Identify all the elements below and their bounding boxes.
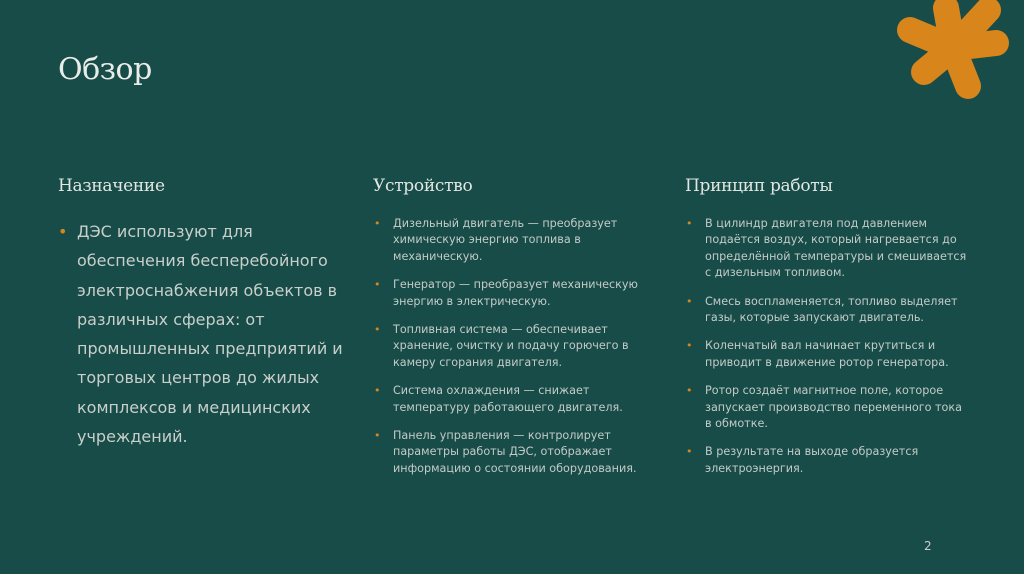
list-item: • Панель управления — контролирует параметры работы ДЭС, отображает информацию о состоянии оборудования. bbox=[373, 428, 655, 477]
column-heading: Назначение bbox=[58, 176, 165, 196]
column-purpose bbox=[58, 176, 348, 451]
page-number: 2 bbox=[924, 539, 932, 553]
bullet-list bbox=[373, 216, 655, 477]
list-item: • Ротор создаёт магнитное поле, которое запускает производство переменного тока в обмотке. bbox=[685, 383, 970, 432]
list-item: • Генератор — преобразует механическую энергию в электрическую. bbox=[373, 277, 655, 310]
bullet-list bbox=[58, 217, 348, 451]
list-item: • Коленчатый вал начинает крутиться и приводит в движение ротор генератора. bbox=[685, 338, 970, 371]
column-structure bbox=[373, 176, 655, 489]
list-item: • Система охлаждения — снижает температуру работающего двигателя. bbox=[373, 383, 655, 416]
column-heading: Устройство bbox=[373, 176, 473, 196]
column-principle bbox=[685, 176, 970, 489]
list-item: • В результате на выходе образуется электроэнергия. bbox=[685, 444, 970, 477]
list-item: • ДЭС используют для обеспечения бесперебойного электроснабжения объектов в различных сферах: от промышленных предприятий и торговых центров до жилых комплексов и медицинских учреждений. bbox=[58, 217, 348, 451]
slide-title: Обзор bbox=[58, 52, 152, 87]
list-item: • В цилиндр двигателя под давлением подаётся воздух, который нагревается до определённой температуры и смешивается с дизельным топливом. bbox=[685, 216, 970, 282]
list-item: • Смесь воспламеняется, топливо выделяет газы, которые запускают двигатель. bbox=[685, 294, 970, 327]
column-heading: Принцип работы bbox=[685, 176, 833, 196]
list-item: • Топливная система — обеспечивает хранение, очистку и подачу горючего в камеру сгорания двигателя. bbox=[373, 322, 655, 371]
asterisk-icon bbox=[890, 0, 1024, 104]
list-item: • Дизельный двигатель — преобразует химическую энергию топлива в механическую. bbox=[373, 216, 655, 265]
bullet-list bbox=[685, 216, 970, 477]
